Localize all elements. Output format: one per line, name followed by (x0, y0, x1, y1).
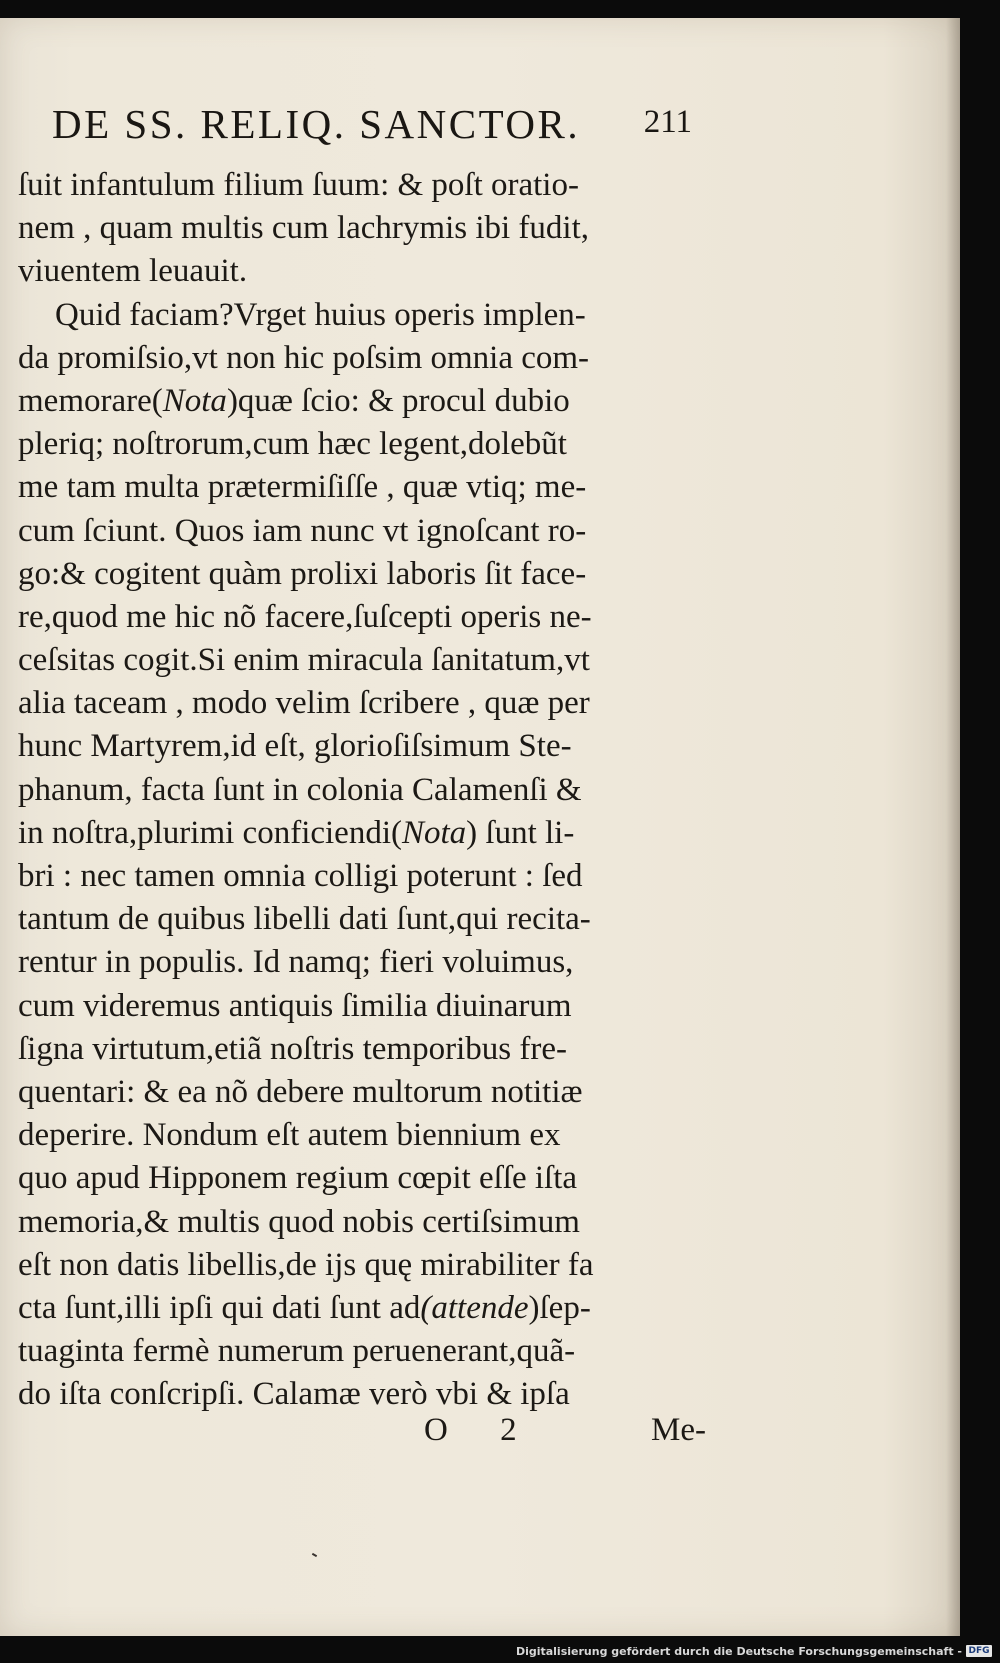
book-page (0, 18, 960, 1636)
text-line: rentur in populis. Id namq; fieri voluimus, (18, 944, 574, 981)
text-segment: memorare( (18, 382, 163, 419)
text-line: do iſta conſcripſi. Calamæ verò vbi & ipſa (18, 1376, 570, 1413)
text-line: go:& cogitent quàm prolixi laboris ſit face- (18, 555, 587, 592)
page-footer (12, 1412, 712, 1458)
marginal-note: (attende (420, 1289, 529, 1326)
credit-text: Digitalisierung gefördert durch die Deutsche Forschungsgemeinschaft - (515, 1644, 962, 1658)
body-text (12, 164, 712, 1416)
text-line: alia taceam , modo velim ſcribere , quæ per (18, 685, 590, 722)
text-line: da promiſsio,vt non hic poſsim omnia com- (18, 339, 590, 376)
text-segment: in noſtra,plurimi conficiendi( (18, 814, 402, 851)
text-line: tantum de quibus libelli dati ſunt,qui recita- (18, 901, 591, 938)
page-header (52, 100, 692, 160)
catchword: Me- (651, 1412, 706, 1448)
text-line: ſuit infantulum filium ſuum: & poſt oratio- (18, 167, 579, 203)
text-line: quentari: & ea nõ debere multorum notitiæ (18, 1073, 583, 1110)
running-head: DE SS. RELIQ. SANCTOR. (52, 101, 581, 147)
text-line: Quid faciam?Vrget huius operis implen- (55, 296, 586, 333)
text-line: deperire. Nondum eſt autem biennium ex (18, 1117, 561, 1154)
digitization-credit (516, 1643, 992, 1659)
text-segment: )ſep- (528, 1289, 591, 1326)
text-line: bri : nec tamen omnia colligi poterunt : ſed (18, 858, 583, 894)
signature-mark: O 2 (424, 1412, 539, 1448)
text-line: cum ſciunt. Quos iam nunc vt ignoſcant ro- (18, 512, 587, 549)
dfg-logo-icon: DFG (966, 1645, 992, 1657)
marginal-note-text: attende (431, 1289, 529, 1326)
marginal-note: Nota (162, 382, 227, 419)
text-line: me tam multa prætermiſiſſe , quæ vtiq; me- (18, 469, 587, 506)
text-segment: ) ſunt li- (466, 814, 575, 851)
text-line: re,quod me hic nõ facere,ſuſcepti operis ne- (18, 598, 592, 635)
text-segment: cta ſunt,illi ipſi qui dati ſunt ad (18, 1289, 421, 1326)
text-line: quo apud Hipponem regium cœpit eſſe iſta (18, 1160, 578, 1197)
text-line: pleriq; noſtrorum,cum hæc legent,dolebũt (18, 426, 567, 463)
text-line: hunc Martyrem,id eſt, glorioſiſsimum Ste- (18, 728, 572, 765)
text-line: eſt non datis libellis,de ijs quę mirabiliter fa (18, 1246, 594, 1283)
text-line (12, 1287, 712, 1330)
text-line: nem , quam multis cum lachrymis ibi fudit, (18, 210, 590, 247)
marginal-note: Nota (401, 814, 467, 851)
text-line: phanum, facta ſunt in colonia Calamenſi & (18, 771, 582, 808)
page-number: 211 (643, 104, 692, 140)
text-line: memoria,& multis quod nobis certiſsimum (18, 1203, 580, 1240)
text-line: ceſsitas cogit.Si enim miracula ſanitatum,vt (18, 642, 590, 679)
text-line (12, 812, 712, 855)
text-line (12, 380, 712, 423)
text-line: ſigna virtutum,etiã noſtris temporibus fre- (18, 1030, 567, 1067)
text-segment: )quæ ſcio: & procul dubio (226, 382, 570, 419)
text-line: viuentem leuauit. (18, 253, 248, 290)
text-line: tuaginta fermè numerum peruenerant,quã- (18, 1333, 576, 1370)
paper-speck (312, 1553, 317, 1557)
text-line: cum videremus antiquis ſimilia diuinarum (18, 987, 572, 1024)
